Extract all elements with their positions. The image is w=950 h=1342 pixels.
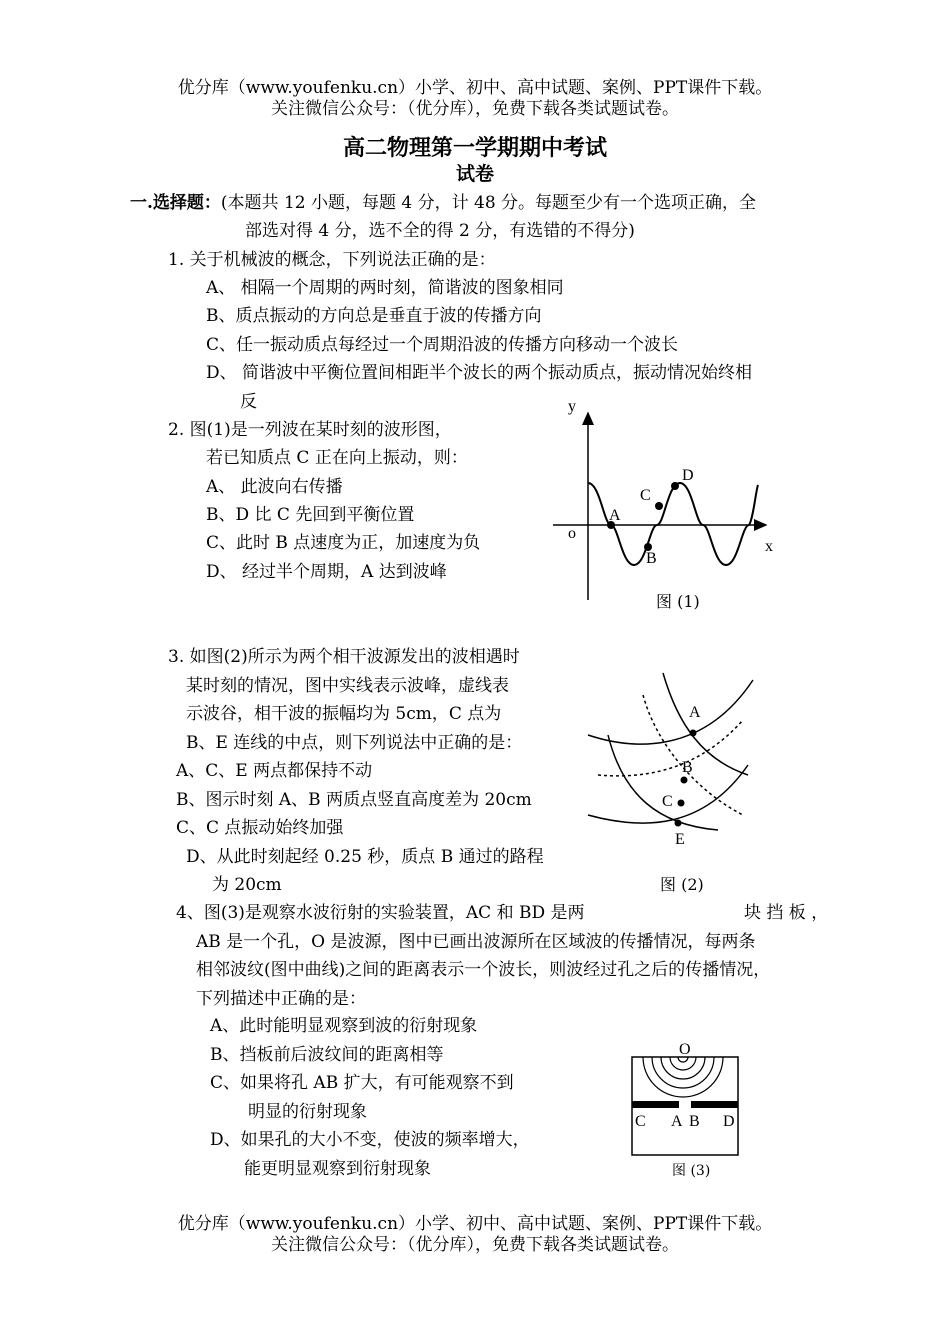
point-c-label: C — [635, 1113, 646, 1130]
point-b-label: B — [689, 1113, 700, 1130]
y-axis-label: y — [568, 398, 576, 415]
figure-3-caption: 图 (3) — [672, 1163, 711, 1179]
q2-option-c: C、此时 B 点速度为正，加速度为负 — [206, 533, 481, 553]
q4-stem-line-1b: 块 挡 板 ， — [744, 903, 829, 923]
crest-line-3 — [608, 735, 718, 830]
q2-option-d: D、 经过半个周期，A 达到波峰 — [206, 562, 447, 582]
point-a-label: A — [689, 704, 701, 721]
q2-stem-line-2: 若已知质点 C 正在向上振动，则： — [206, 448, 468, 468]
barrier-ac — [632, 1101, 679, 1108]
q2-stem-line-1: 2. 图(1)是一列波在某时刻的波形图， — [168, 420, 452, 440]
q4-option-b: B、挡板前后波纹间的距离相等 — [210, 1045, 444, 1065]
section-heading: 一.选择题： — [130, 193, 221, 213]
page-subtitle: 试卷 — [455, 163, 494, 185]
point-o-label: O — [679, 1041, 691, 1058]
figure-3-diffraction — [625, 1037, 745, 1159]
q4-option-c-line-1: C、如果将孔 AB 扩大，有可能观察不到 — [210, 1073, 514, 1093]
point-d-label: D — [723, 1113, 735, 1130]
q3-stem-line-1: 3. 如图(2)所示为两个相干波源发出的波相遇时 — [168, 647, 520, 667]
q1-option-d-line-1: D、 简谐波中平衡位置间相距半个波长的两个振动质点，振动情况始终相 — [206, 363, 753, 383]
q4-stem-line-2: AB 是一个孔，O 是波源，图中已画出波源所在区域波的传播情况，每两条 — [196, 932, 756, 952]
footer-line-1: 优分库（www.youfenku.cn）小学、初中、高中试题、案例、PPT课件下载。 — [177, 1214, 773, 1234]
q3-stem-line-2: 某时刻的情况，图中实线表示波峰，虚线表 — [186, 676, 509, 696]
q4-option-c-line-2: 明显的衍射现象 — [248, 1102, 367, 1122]
figure-2-interference — [583, 665, 763, 855]
q4-option-d-line-1: D、如果孔的大小不变，使波的频率增大， — [210, 1130, 530, 1150]
point-c-dot — [655, 502, 663, 510]
point-e-label: E — [675, 831, 685, 848]
q2-option-b: B、D 比 C 先回到平衡位置 — [206, 505, 415, 525]
point-a-dot — [690, 730, 697, 737]
point-d-label: D — [682, 467, 694, 484]
q3-option-d-line-1: D、从此时刻起经 0.25 秒，质点 B 通过的路程 — [186, 847, 544, 867]
point-c-label: C — [662, 793, 673, 810]
section-desc-1: (本题共 12 小题，每题 4 分，计 48 分。每题至少有一个选项正确，全 — [220, 193, 757, 213]
barrier-bd — [691, 1101, 738, 1108]
footer-line-2: 关注微信公众号：（优分库），免费下载各类试题试卷。 — [271, 1235, 679, 1255]
header-line-1: 优分库（www.youfenku.cn）小学、初中、高中试题、案例、PPT课件下载。 — [177, 78, 773, 98]
q1-stem: 1. 关于机械波的概念，下列说法正确的是： — [168, 250, 496, 270]
wavefront-5 — [643, 1057, 723, 1097]
point-c-label: C — [640, 487, 651, 504]
point-e-dot — [675, 820, 682, 827]
q1-option-c: C、任一振动质点每经过一个周期沿波的传播方向移动一个波长 — [206, 335, 679, 355]
section-heading-block — [130, 193, 756, 213]
q4-option-a: A、此时能明显观察到波的衍射现象 — [210, 1016, 478, 1036]
point-b-dot — [681, 777, 688, 784]
point-b-label: B — [646, 550, 657, 567]
q3-stem-line-3: 示波谷，相干波的振幅均为 5cm，C 点为 — [186, 704, 502, 724]
header-line-2: 关注微信公众号：（优分库），免费下载各类试题试卷。 — [271, 99, 679, 119]
q4-stem-line-3: 相邻波纹(图中曲线)之间的距离表示一个波长，则波经过孔之后的传播情况， — [196, 960, 771, 980]
q4-option-d-line-2: 能更明显观察到衍射现象 — [244, 1159, 431, 1179]
wavefront-3 — [661, 1057, 705, 1079]
section-desc-2: 部选对得 4 分，选不全的得 2 分，有选错的不得分) — [245, 221, 635, 241]
figure-1-waveform — [548, 395, 780, 605]
point-d-dot — [671, 482, 679, 490]
q3-option-d-line-2: 为 20cm — [212, 875, 282, 895]
q2-option-a: A、 此波向右传播 — [206, 477, 343, 497]
q3-option-b: B、图示时刻 A、B 两质点竖直高度差为 20cm — [176, 790, 532, 810]
point-b-label: B — [682, 759, 693, 776]
point-a-label: A — [671, 1113, 683, 1130]
origin-label: o — [568, 525, 576, 542]
figure-1-caption: 图 (1) — [656, 592, 700, 611]
q3-stem-line-4: B、E 连线的中点，则下列说法中正确的是： — [186, 733, 523, 753]
q3-option-c: C、C 点振动始终加强 — [176, 818, 344, 838]
q4-stem-line-1a: 4、图(3)是观察水波衍射的实验装置，AC 和 BD 是两 — [176, 903, 585, 923]
page-title: 高二物理第一学期期中考试 — [342, 135, 607, 161]
q1-option-a: A、 相隔一个周期的两时刻，简谐波的图象相同 — [206, 278, 564, 298]
point-c-dot — [678, 800, 685, 807]
q1-option-b: B、质点振动的方向总是垂直于波的传播方向 — [206, 306, 542, 326]
q3-option-a: A、C、E 两点都保持不动 — [176, 761, 373, 781]
q4-stem-line-4: 下列描述中正确的是： — [196, 989, 366, 1009]
wavefront-2 — [670, 1057, 696, 1070]
figure-2-caption: 图 (2) — [660, 875, 704, 894]
x-axis-label: x — [765, 538, 773, 555]
point-a-label: A — [609, 507, 621, 524]
q1-option-d-line-2: 反 — [240, 392, 257, 412]
